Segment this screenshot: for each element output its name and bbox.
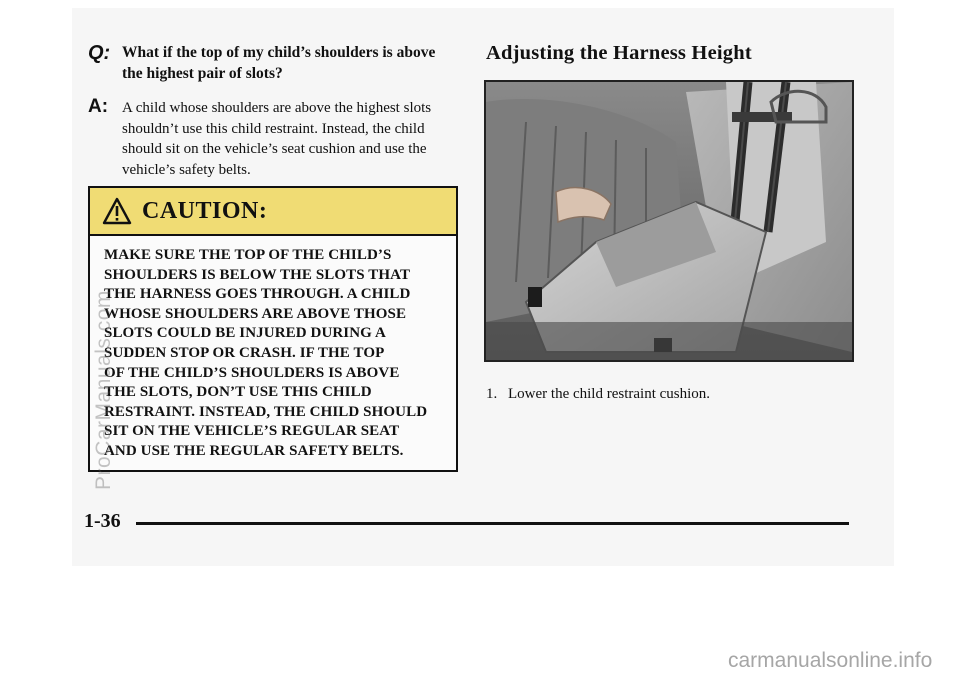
- question-text: What if the top of my child’s shoulders is above the highest pair of slots?: [122, 44, 436, 82]
- warning-triangle-icon: [102, 197, 132, 225]
- section-title: Adjusting the Harness Height: [486, 42, 752, 64]
- caution-line: THE HARNESS GOES THROUGH. A CHILD: [104, 286, 411, 303]
- step-text: Lower the child restraint cushion.: [508, 386, 711, 402]
- answer-text: A child whose shoulders are above the highest slots shouldn’t use this child restraint. Instead, the child should sit on the vehicle’s seat cushion and use the vehicle’s safety belts.: [122, 100, 432, 178]
- caution-box: [88, 186, 458, 472]
- caution-line: SIT ON THE VEHICLE’S REGULAR SEAT: [104, 423, 400, 440]
- page-number: 1-36: [84, 510, 121, 532]
- caution-line: AND USE THE REGULAR SAFETY BELTS.: [104, 442, 404, 459]
- step-number: 1.: [486, 386, 498, 402]
- answer-marker: A:: [88, 96, 109, 117]
- question-block: [88, 42, 458, 84]
- step-1: [486, 384, 710, 404]
- caution-line: SHOULDERS IS BELOW THE SLOTS THAT: [104, 266, 411, 283]
- caution-text: [90, 236, 456, 462]
- child-seat-illustration: [486, 82, 852, 360]
- caution-line: MAKE SURE THE TOP OF THE CHILD’S: [104, 247, 392, 263]
- caution-line: SLOTS COULD BE INJURED DURING A: [104, 325, 386, 342]
- caution-header: [90, 188, 456, 236]
- caution-line: RESTRAINT. INSTEAD, THE CHILD SHOULD: [104, 403, 428, 420]
- caution-line: THE SLOTS, DON’T USE THIS CHILD: [104, 384, 372, 401]
- caution-line: OF THE CHILD’S SHOULDERS IS ABOVE: [104, 364, 400, 381]
- question-marker: Q:: [88, 42, 111, 64]
- footer-rule: [136, 522, 849, 525]
- side-watermark: ProCarManuals.com: [92, 290, 115, 490]
- caution-title: CAUTION:: [142, 197, 268, 224]
- bottom-watermark: carmanualsonline.info: [728, 649, 933, 672]
- caution-line: WHOSE SHOULDERS ARE ABOVE THOSE: [104, 305, 407, 322]
- answer-block: [88, 98, 468, 180]
- caution-line: SUDDEN STOP OR CRASH. IF THE TOP: [104, 344, 385, 361]
- child-seat-photo: [484, 80, 854, 362]
